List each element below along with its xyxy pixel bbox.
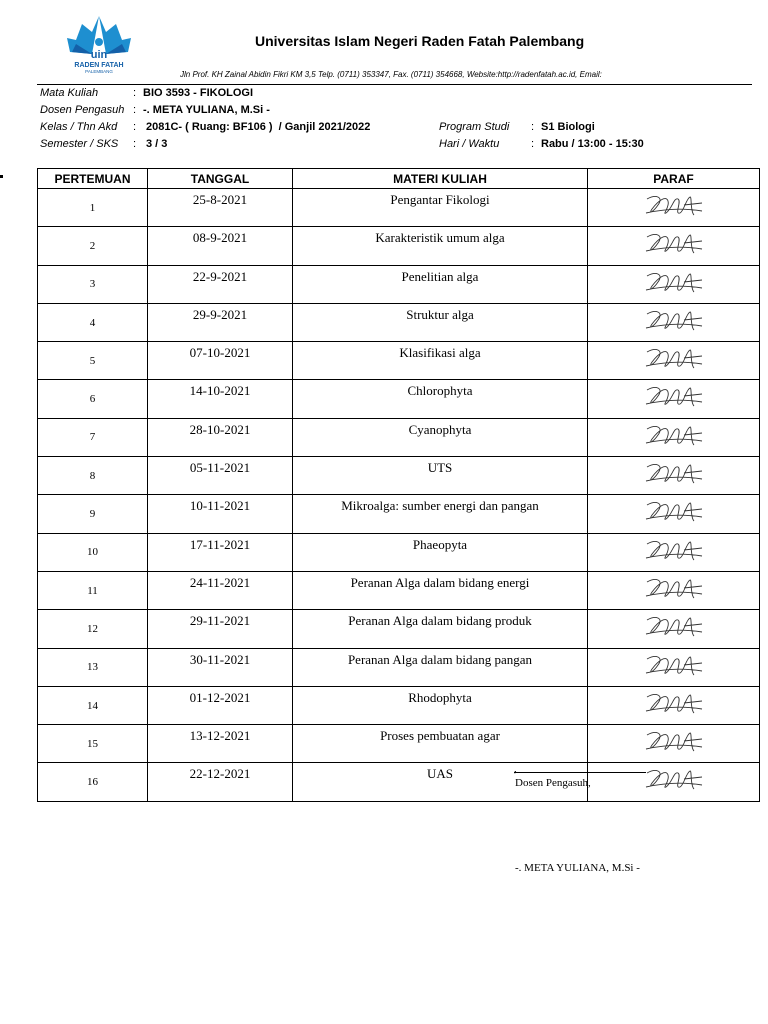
signature-icon: [644, 306, 704, 336]
colon: :: [133, 104, 137, 116]
tanggal-cell: 22-9-2021: [148, 265, 293, 303]
table-row: [38, 686, 760, 724]
svg-text:uin: uin: [90, 49, 108, 61]
mata-kuliah-value: BIO 3593 - FIKOLOGI: [143, 87, 254, 99]
signature-role: Dosen Pengasuh,: [515, 777, 591, 789]
pertemuan-cell: 15: [38, 725, 148, 763]
materi-cell: Mikroalga: sumber energi dan pangan: [293, 495, 588, 533]
pertemuan-cell: 12: [38, 610, 148, 648]
pertemuan-cell: 16: [38, 763, 148, 801]
tanggal-cell: 24-11-2021: [148, 571, 293, 609]
svg-text:PALEMBANG: PALEMBANG: [85, 69, 113, 74]
paraf-cell: [588, 227, 760, 265]
prodi-value: S1 Biologi: [541, 121, 595, 133]
colon: :: [133, 87, 137, 99]
signature-icon: [644, 689, 704, 719]
materi-cell: Cyanophyta: [293, 418, 588, 456]
materi-cell: Proses pembuatan agar: [293, 725, 588, 763]
materi-cell: Peranan Alga dalam bidang energi: [293, 571, 588, 609]
dosen-label: Dosen Pengasuh: [40, 104, 125, 116]
pertemuan-cell: 11: [38, 571, 148, 609]
paraf-cell: [588, 265, 760, 303]
kelas-value: 2081C- ( Ruang: BF106 ) / Ganjil 2021/2022: [146, 121, 371, 133]
paraf-cell: [588, 571, 760, 609]
tanggal-cell: 07-10-2021: [148, 342, 293, 380]
materi-cell: Phaeopyta: [293, 533, 588, 571]
paraf-cell: [588, 648, 760, 686]
signature-icon: [644, 382, 704, 412]
header-paraf: PARAF: [588, 169, 760, 189]
signature-icon: [644, 574, 704, 604]
paraf-cell: [588, 418, 760, 456]
tanggal-cell: 28-10-2021: [148, 418, 293, 456]
prodi-label: Program Studi: [439, 121, 510, 133]
header-divider: [37, 84, 752, 85]
tanggal-cell: 01-12-2021: [148, 686, 293, 724]
mata-kuliah-label: Mata Kuliah: [40, 87, 99, 99]
materi-cell: Peranan Alga dalam bidang produk: [293, 610, 588, 648]
tanggal-cell: 14-10-2021: [148, 380, 293, 418]
table-row: [38, 265, 760, 303]
paraf-cell: [588, 686, 760, 724]
table-row: [38, 763, 760, 801]
pertemuan-cell: 4: [38, 303, 148, 341]
paraf-cell: [588, 342, 760, 380]
svg-text:RADEN FATAH: RADEN FATAH: [74, 62, 124, 69]
materi-cell: Chlorophyta: [293, 380, 588, 418]
table-row: [38, 189, 760, 227]
signature-icon: [644, 229, 704, 259]
signature-icon: [644, 612, 704, 642]
materi-cell: Peranan Alga dalam bidang pangan: [293, 648, 588, 686]
pertemuan-cell: 9: [38, 495, 148, 533]
colon: :: [133, 121, 137, 133]
materi-cell: Rhodophyta: [293, 686, 588, 724]
table-row: [38, 457, 760, 495]
pertemuan-cell: 8: [38, 457, 148, 495]
table-row: [38, 227, 760, 265]
university-title: Universitas Islam Negeri Raden Fatah Palembang: [255, 33, 585, 49]
signature-icon: [644, 765, 704, 795]
tanggal-cell: 29-9-2021: [148, 303, 293, 341]
pertemuan-cell: 5: [38, 342, 148, 380]
signature-icon: [644, 651, 704, 681]
stray-mark: [0, 175, 3, 178]
pertemuan-cell: 14: [38, 686, 148, 724]
paraf-cell: [588, 725, 760, 763]
table-row: [38, 380, 760, 418]
materi-cell: UTS: [293, 457, 588, 495]
table-row: [38, 648, 760, 686]
tanggal-cell: 22-12-2021: [148, 763, 293, 801]
table-row: [38, 342, 760, 380]
signature-date-line: [514, 763, 646, 773]
colon: :: [531, 121, 535, 133]
signature-icon: [644, 459, 704, 489]
university-logo: [62, 14, 137, 76]
signature-icon: [644, 421, 704, 451]
tanggal-cell: 25-8-2021: [148, 189, 293, 227]
paraf-cell: [588, 380, 760, 418]
table-row: [38, 725, 760, 763]
semester-label: Semester / SKS: [40, 138, 119, 150]
table-row: [38, 303, 760, 341]
table-row: [38, 495, 760, 533]
materi-cell: Klasifikasi alga: [293, 342, 588, 380]
header-pertemuan: PERTEMUAN: [38, 169, 148, 189]
tanggal-cell: 13-12-2021: [148, 725, 293, 763]
colon: :: [133, 138, 137, 150]
materi-cell: Karakteristik umum alga: [293, 227, 588, 265]
pertemuan-cell: 13: [38, 648, 148, 686]
paraf-cell: [588, 495, 760, 533]
pertemuan-cell: 7: [38, 418, 148, 456]
signature-icon: [644, 727, 704, 757]
dosen-value: -. META YULIANA, M.Si -: [143, 104, 270, 116]
materi-cell: UAS: [293, 763, 588, 801]
tanggal-cell: 10-11-2021: [148, 495, 293, 533]
colon: :: [531, 138, 535, 150]
hari-value: Rabu / 13:00 - 15:30: [541, 138, 644, 150]
tanggal-cell: 05-11-2021: [148, 457, 293, 495]
paraf-cell: [588, 533, 760, 571]
tanggal-cell: 17-11-2021: [148, 533, 293, 571]
pertemuan-cell: 1: [38, 189, 148, 227]
paraf-cell: [588, 303, 760, 341]
header-tanggal: TANGGAL: [148, 169, 293, 189]
hari-label: Hari / Waktu: [439, 138, 500, 150]
paraf-cell: [588, 457, 760, 495]
attendance-table: [37, 168, 760, 802]
pertemuan-cell: 10: [38, 533, 148, 571]
table-row: [38, 610, 760, 648]
signature-icon: [644, 268, 704, 298]
signature-name: -. META YULIANA, M.Si -: [515, 862, 640, 874]
table-row: [38, 571, 760, 609]
pertemuan-cell: 3: [38, 265, 148, 303]
tanggal-cell: 08-9-2021: [148, 227, 293, 265]
table-row: [38, 533, 760, 571]
paraf-cell: [588, 610, 760, 648]
signature-icon: [644, 191, 704, 221]
materi-cell: Struktur alga: [293, 303, 588, 341]
pertemuan-cell: 2: [38, 227, 148, 265]
kelas-label: Kelas / Thn Akd: [40, 121, 118, 133]
table-row: [38, 418, 760, 456]
tanggal-cell: 29-11-2021: [148, 610, 293, 648]
signature-icon: [644, 497, 704, 527]
paraf-cell: [588, 189, 760, 227]
materi-cell: Pengantar Fikologi: [293, 189, 588, 227]
tanggal-cell: 30-11-2021: [148, 648, 293, 686]
semester-value: 3 / 3: [146, 138, 168, 150]
signature-icon: [644, 536, 704, 566]
pertemuan-cell: 6: [38, 380, 148, 418]
date-comma: ,: [514, 763, 517, 775]
university-address: Jln Prof. KH Zainal Abidin Fikri KM 3,5 Telp. (0711) 353347, Fax. (0711) 354668, Website:http://radenfatah.ac.id, Email:: [180, 70, 602, 79]
materi-cell: Penelitian alga: [293, 265, 588, 303]
header-materi: MATERI KULIAH: [293, 169, 588, 189]
signature-icon: [644, 344, 704, 374]
